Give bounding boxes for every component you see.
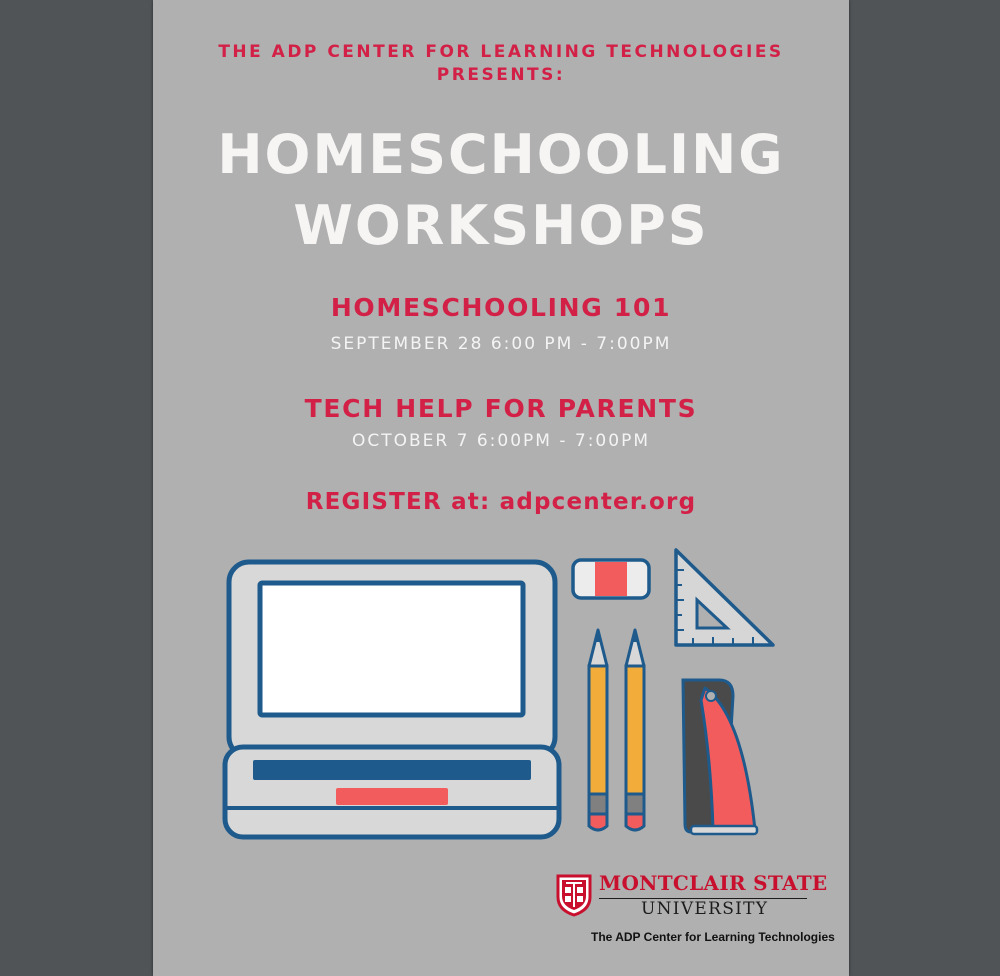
- flyer-page: [153, 0, 849, 976]
- montclair-state-logo: [555, 868, 835, 948]
- register-line: REGISTER at: adpcenter.org: [305, 489, 697, 515]
- laptop-icon: [225, 562, 559, 837]
- pencil-icon: [589, 630, 607, 830]
- school-supplies-illustration: [213, 540, 793, 840]
- set-square-icon: [676, 550, 773, 645]
- eraser-icon: [573, 560, 649, 598]
- presenter-line: THE ADP CENTER FOR LEARNING TECHNOLOGIES: [218, 42, 784, 62]
- presenter-suffix: PRESENTS:: [436, 65, 566, 85]
- logo-name-line-2: UNIVERSITY: [641, 899, 769, 919]
- session-title-homeschooling-101: HOMESCHOOLING 101: [330, 293, 672, 322]
- title-line-2: WORKSHOPS: [293, 194, 709, 257]
- pencil-icon: [626, 630, 644, 830]
- stapler-icon: [683, 680, 757, 834]
- session-time-homeschooling-101: SEPTEMBER 28 6:00 PM - 7:00PM: [330, 334, 672, 354]
- logo-department: The ADP Center for Learning Technologies: [591, 930, 835, 944]
- logo-name-line-1: MONTCLAIR STATE: [599, 871, 828, 895]
- title-line-1: HOMESCHOOLING: [217, 123, 785, 186]
- university-seal-icon: [555, 873, 593, 917]
- session-title-tech-help: TECH HELP FOR PARENTS: [304, 394, 698, 423]
- session-time-tech-help: OCTOBER 7 6:00PM - 7:00PM: [352, 431, 650, 451]
